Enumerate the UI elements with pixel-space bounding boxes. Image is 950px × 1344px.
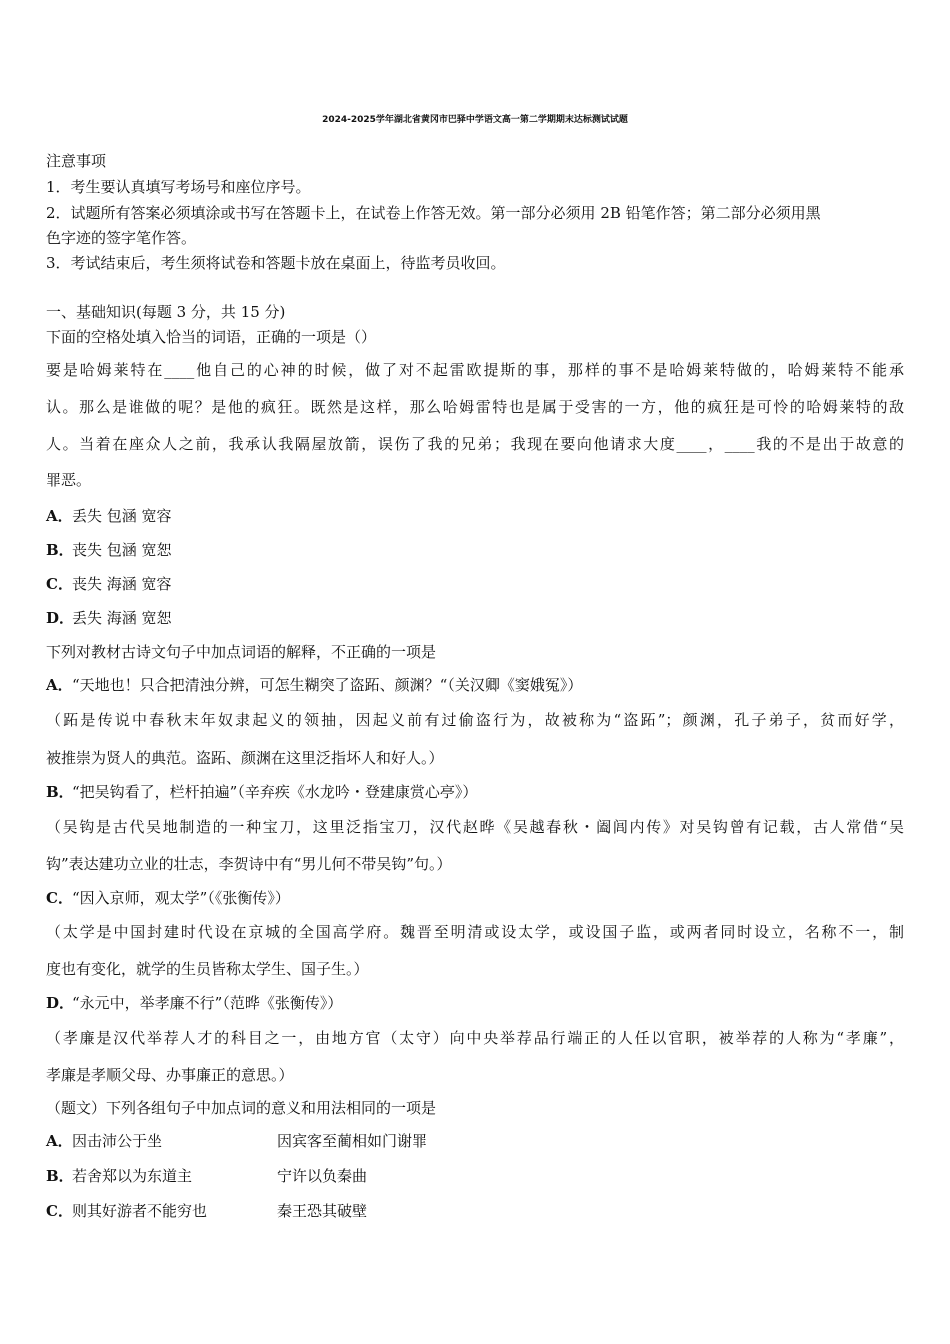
q3-option-c-right: 秦王恐其破壁 <box>277 1202 368 1220</box>
option-label: C． <box>46 575 73 593</box>
notice-item-2: 2．试题所有答案必须填涂或书写在答题卡上，在试卷上作答无效。第一部分必须用 2B 铅笔作答；第二部分必须用黑 <box>46 204 821 222</box>
notice-item-1: 1．考生要认真填写考场号和座位序号。 <box>46 178 311 196</box>
option-label: C． <box>46 889 73 907</box>
page-title: 2024-2025学年湖北省黄冈市巴驿中学语文高一第二学期期末达标测试试题 <box>322 115 628 125</box>
q2-b-note-line-2: 钩”表达建功立业的壮志，李贺诗中有“男儿何不带吴钩”句。） <box>46 855 452 873</box>
option-label: B． <box>46 783 74 801</box>
option-text: “把吴钩看了，栏杆拍遍”（辛弃疾《水龙吟・登建康赏心亭》） <box>72 783 478 801</box>
q2-d-note-line-2: 孝廉是孝顺父母、办事廉正的意思。） <box>46 1066 294 1084</box>
q2-c-note-line-1: （太学是中国封建时代设在京城的全国高学府。魏晋至明清或设太学，或设国子监，或两者同时设立，名称不一，制 <box>46 923 904 941</box>
option-label: C． <box>46 1202 73 1220</box>
option-left-text: 若舍郑以为东道主 <box>72 1167 193 1185</box>
q2-option-d[interactable] <box>46 994 342 1012</box>
notice-item-2-cont: 色字迹的签字笔作答。 <box>46 229 197 247</box>
option-text: 丢失 海涵 宽恕 <box>72 609 172 627</box>
q3-option-a-right: 因宾客至蔺相如门谢罪 <box>277 1132 428 1150</box>
q2-c-note-line-2: 度也有变化，就学的生员皆称太学生、国子生。） <box>46 960 369 978</box>
option-label: A． <box>46 1132 73 1150</box>
option-text: “天地也！只合把清浊分辨，可怎生糊突了盗跖、颜渊？“（关汉卿《窦娥冤》） <box>72 676 583 694</box>
option-left-text: 则其好游者不能穷也 <box>72 1202 208 1220</box>
q2-d-note-line-1: （孝廉是汉代举荐人才的科目之一，由地方官（太守）向中央举荐品行端正的人任以官职，被举荐的人称为“孝廉”， <box>46 1029 904 1047</box>
q1-option-c[interactable] <box>46 575 172 593</box>
option-text: “永元中，举孝廉不行”（范晔《张衡传》） <box>72 994 343 1012</box>
q1-option-d[interactable] <box>46 609 172 627</box>
option-label: D． <box>46 994 75 1012</box>
notice-heading: 注意事项 <box>46 152 107 170</box>
notice-item-3: 3．考试结束后，考生须将试卷和答题卡放在桌面上，待监考员收回。 <box>46 254 506 272</box>
option-text: 丧失 包涵 宽恕 <box>72 541 172 559</box>
q2-a-note-line-1: （跖是传说中春秋末年奴隶起义的领抽，因起义前有过偷盗行为，故被称为“盗跖”；颜渊，孔子弟子，贫而好学， <box>46 711 904 729</box>
q1-passage-line-3: 人。当着在座众人之前，我承认我隔屋放箭，误伤了我的兄弟；我现在要向他请求大度____，____我的不是出于故意的 <box>46 435 904 453</box>
option-left-text: 因击沛公于坐 <box>72 1132 163 1150</box>
option-label: A． <box>46 507 73 525</box>
q2-stem: 下列对教材古诗文句子中加点词语的解释，不正确的一项是 <box>46 643 437 661</box>
q2-option-a[interactable] <box>46 676 582 694</box>
q1-stem: 下面的空格处填入恰当的词语，正确的一项是（） <box>46 328 377 346</box>
q3-option-c[interactable] <box>46 1202 207 1220</box>
q3-option-b[interactable] <box>46 1167 192 1185</box>
option-label: D． <box>46 609 75 627</box>
option-text: 丧失 海涵 宽容 <box>72 575 172 593</box>
q1-option-b[interactable] <box>46 541 172 559</box>
q1-passage-line-1: 要是哈姆莱特在____他自己的心神的时候，做了对不起雷欧提斯的事，那样的事不是哈姆莱特做的，哈姆莱特不能承 <box>46 361 904 379</box>
q3-option-b-right: 宁许以负秦曲 <box>277 1167 368 1185</box>
q2-a-note-line-2: 被推崇为贤人的典范。盗跖、颜渊在这里泛指坏人和好人。） <box>46 749 444 767</box>
q1-passage-line-4: 罪恶。 <box>46 471 92 489</box>
option-text: 丢失 包涵 宽容 <box>72 507 172 525</box>
option-text: “因入京师，观太学”（《张衡传》） <box>72 889 290 907</box>
option-label: B． <box>46 1167 74 1185</box>
section-heading: 一、基础知识(每题 3 分，共 15 分) <box>46 303 286 321</box>
option-label: B． <box>46 541 74 559</box>
q2-option-c[interactable] <box>46 889 290 907</box>
q3-stem: （题文）下列各组句子中加点词的意义和用法相同的一项是 <box>46 1099 437 1117</box>
q3-option-a[interactable] <box>46 1132 162 1150</box>
q2-option-b[interactable] <box>46 783 477 801</box>
q1-passage-line-2: 认。那么是谁做的呢？是他的疯狂。既然是这样，那么哈姆雷特也是属于受害的一方，他的疯狂是可怜的哈姆莱特的敌 <box>46 398 904 416</box>
q2-b-note-line-1: （吴钩是古代吴地制造的一种宝刀，这里泛指宝刀，汉代赵晔《吴越春秋・阖闾内传》对吴钩曾有记载，古人常借“吴 <box>46 818 904 836</box>
q1-option-a[interactable] <box>46 507 172 525</box>
option-label: A． <box>46 676 73 694</box>
